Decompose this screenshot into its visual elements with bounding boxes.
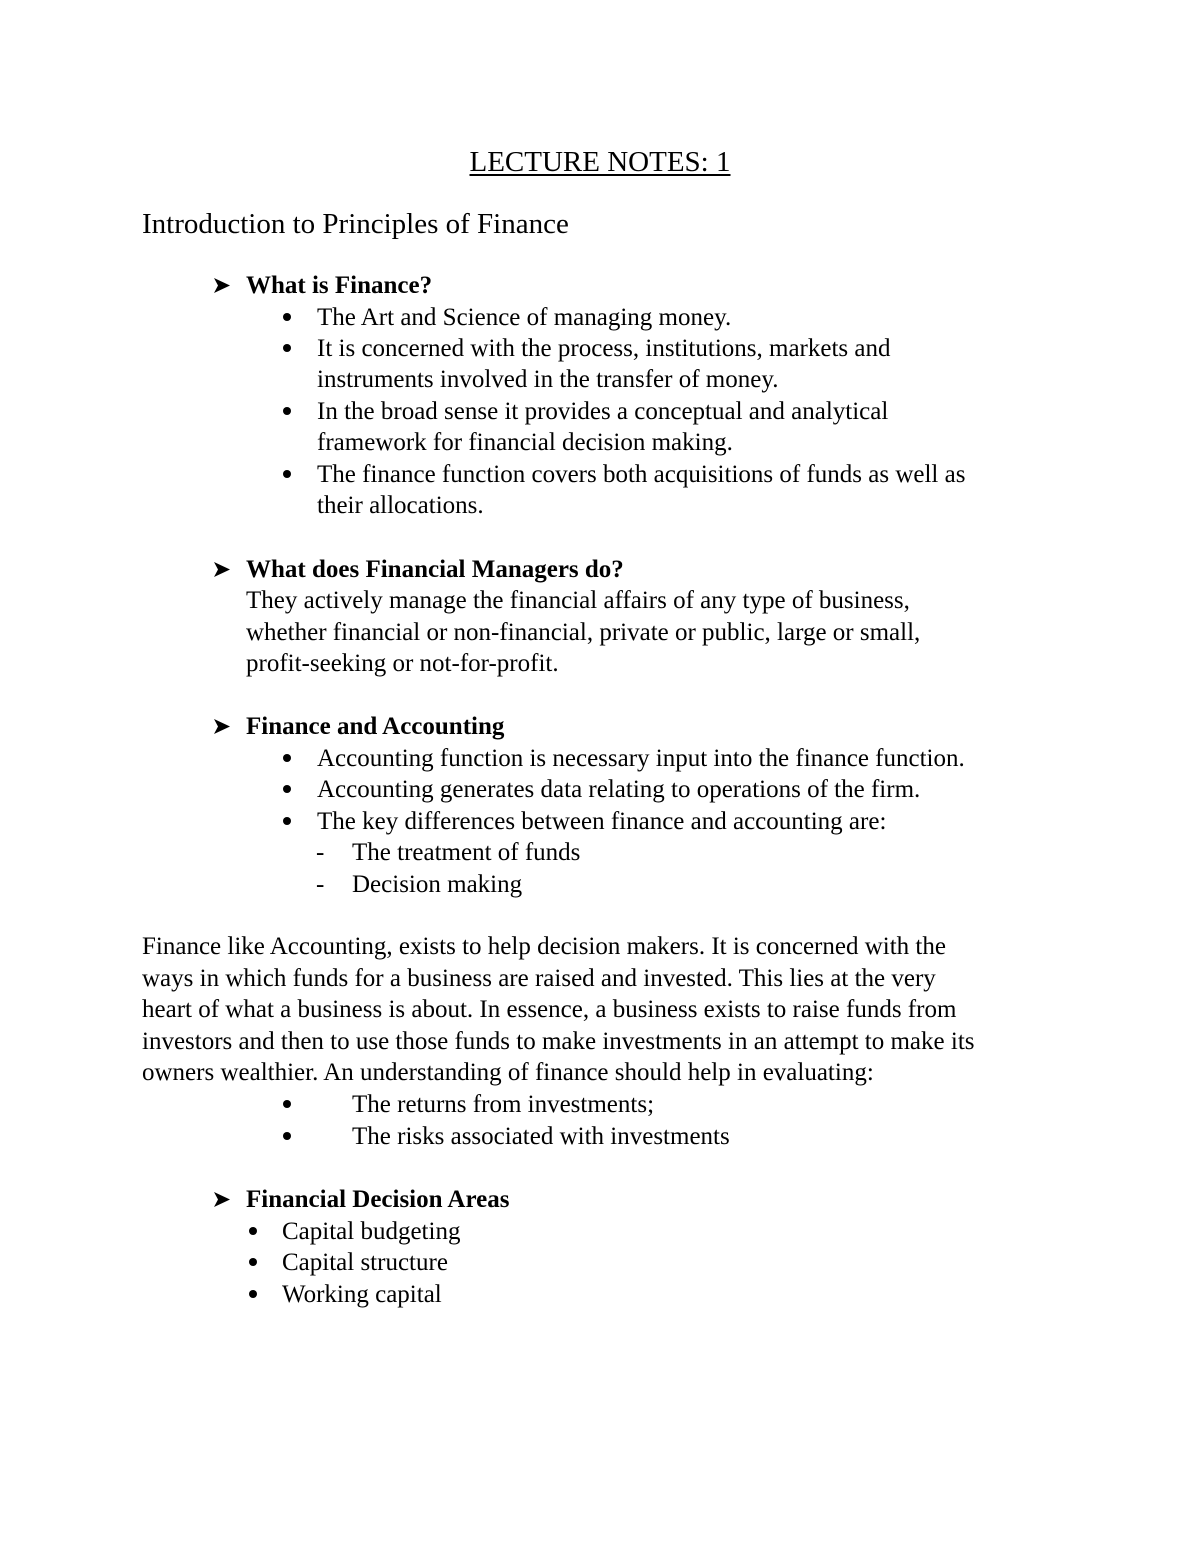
list-item: The returns from investments; bbox=[352, 1091, 655, 1118]
paragraph-line: They actively manage the financial affairs of any type of business, bbox=[246, 587, 910, 614]
paragraph-line: whether financial or non-financial, private or public, large or small, bbox=[246, 619, 921, 646]
list-item-continuation: framework for financial decision making. bbox=[317, 429, 733, 456]
sub-list-item: Decision making bbox=[352, 871, 523, 898]
bullet-icon bbox=[249, 1227, 257, 1235]
list-item: The Art and Science of managing money. bbox=[317, 304, 732, 331]
document-subtitle: Introduction to Principles of Finance bbox=[142, 208, 569, 240]
list-item: Accounting function is necessary input into the finance function. bbox=[317, 745, 965, 772]
bullet-icon bbox=[283, 817, 291, 825]
list-item-continuation: their allocations. bbox=[317, 492, 484, 519]
list-item: Capital structure bbox=[282, 1249, 448, 1276]
paragraph-line: investors and then to use those funds to make investments in an attempt to make its bbox=[142, 1028, 975, 1055]
dash-bullet-icon: - bbox=[316, 839, 325, 866]
list-item: It is concerned with the process, institutions, markets and bbox=[317, 335, 891, 362]
bullet-icon bbox=[249, 1258, 257, 1266]
list-item: The risks associated with investments bbox=[352, 1123, 730, 1150]
bullet-icon bbox=[283, 313, 291, 321]
bullet-icon bbox=[283, 1100, 291, 1108]
paragraph-line: owners wealthier. An understanding of finance should help in evaluating: bbox=[142, 1059, 874, 1086]
bullet-icon bbox=[283, 1132, 291, 1140]
section-heading-what-is-finance: What is Finance? bbox=[246, 272, 433, 299]
paragraph-line: ways in which funds for a business are raised and invested. This lies at the very bbox=[142, 965, 936, 992]
paragraph-line: profit-seeking or not-for-profit. bbox=[246, 650, 559, 677]
sub-list-item: The treatment of funds bbox=[352, 839, 581, 866]
arrow-bullet-icon bbox=[212, 711, 238, 742]
arrow-bullet-icon bbox=[212, 554, 238, 585]
list-item: The finance function covers both acquisitions of funds as well as bbox=[317, 461, 966, 488]
bullet-icon bbox=[283, 470, 291, 478]
bullet-icon bbox=[249, 1290, 257, 1298]
section-heading-decision-areas: Financial Decision Areas bbox=[246, 1186, 510, 1213]
list-item: Accounting generates data relating to operations of the firm. bbox=[317, 776, 921, 803]
list-item-continuation: instruments involved in the transfer of money. bbox=[317, 366, 779, 393]
paragraph-line: heart of what a business is about. In essence, a business exists to raise funds from bbox=[142, 996, 957, 1023]
arrow-bullet-icon bbox=[212, 1184, 238, 1215]
bullet-icon bbox=[283, 407, 291, 415]
section-heading-finance-accounting: Finance and Accounting bbox=[246, 713, 505, 740]
section-heading-financial-managers: What does Financial Managers do? bbox=[246, 556, 624, 583]
bullet-icon bbox=[283, 754, 291, 762]
list-item: In the broad sense it provides a conceptual and analytical bbox=[317, 398, 889, 425]
arrow-bullet-icon bbox=[212, 270, 238, 301]
list-item: Working capital bbox=[282, 1281, 442, 1308]
bullet-icon bbox=[283, 344, 291, 352]
document-title: LECTURE NOTES: 1 bbox=[469, 146, 731, 178]
dash-bullet-icon: - bbox=[316, 871, 325, 898]
bullet-icon bbox=[283, 785, 291, 793]
paragraph-line: Finance like Accounting, exists to help decision makers. It is concerned with the bbox=[142, 933, 946, 960]
list-item: Capital budgeting bbox=[282, 1218, 461, 1245]
list-item: The key differences between finance and accounting are: bbox=[317, 808, 887, 835]
